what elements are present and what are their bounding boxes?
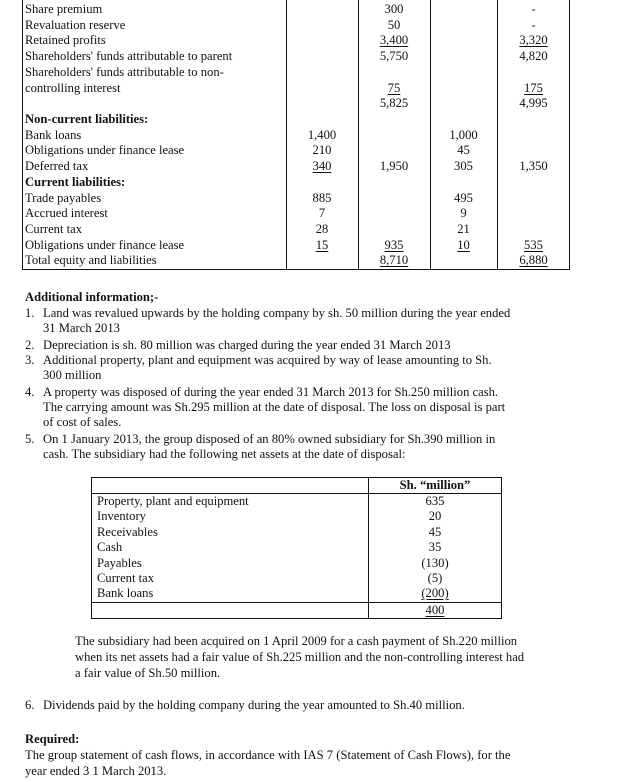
subsidiary-net-assets-table: [91, 477, 502, 619]
required-heading: Required:: [25, 732, 80, 746]
additional-info-heading: Additional information;-: [25, 290, 159, 304]
value-text: 340: [312, 159, 332, 174]
row-label-shareholders-funds-parent: Shareholders' funds attributable to parent: [25, 49, 233, 64]
sub-row-label: Receivables: [97, 524, 158, 539]
value-2012-share-premium: -: [531, 2, 536, 16]
row-label-retained-profits: Retained profits: [25, 33, 106, 48]
row-label-deferred-tax: Deferred tax: [25, 159, 89, 174]
row-label-total-equity-liabilities: Total equity and liabilities: [25, 253, 157, 268]
row-label-revaluation-reserve: Revaluation reserve: [25, 17, 126, 32]
value-2013-finance-lease-current: [286, 238, 358, 254]
info-item-6: Dividends paid by the holding company during the year amounted to Sh.40 million.: [43, 698, 465, 712]
sub-row-value: 635: [425, 493, 445, 508]
value-2013-total-equity-liabilities: [358, 253, 430, 269]
row-label-finance-lease-noncurrent: Obligations under finance lease: [25, 143, 185, 158]
value-text: 400: [425, 603, 445, 617]
value-2013-nci: [358, 81, 430, 97]
section-heading-current-liabilities: Current liabilities:: [25, 174, 126, 189]
list-number: 4.: [25, 385, 35, 399]
value-2012-total-equity-liabilities: [497, 253, 570, 269]
row-label-share-premium: Share premium: [25, 2, 103, 16]
value-text: 75: [387, 80, 401, 95]
value-2012-finance-lease-nc: 45: [457, 143, 470, 158]
value-2013-deferred-tax: [286, 159, 358, 175]
value-2012-nci: [497, 81, 570, 97]
value-2012-revaluation-reserve: -: [531, 17, 536, 32]
sub-row-value: 35: [428, 540, 442, 554]
row-label-current-tax: Current tax: [25, 221, 83, 236]
sub-row-label: Current tax: [97, 571, 155, 585]
info-item-4-line-3: of cost of sales.: [43, 415, 122, 429]
list-number: 1.: [25, 305, 35, 320]
value-2012-parent-funds: 4,820: [519, 49, 548, 64]
value-2013-current-tax: 28: [315, 221, 329, 236]
value-2013-trade-payables: 885: [312, 190, 332, 205]
value-2012-total-equity: 4,995: [519, 96, 548, 111]
value-text: 535: [524, 237, 543, 252]
value-2013-retained-profits: [358, 33, 430, 49]
value-text: (200): [421, 586, 449, 600]
required-line-1: The group statement of cash flows, in accordance with IAS 7 (Statement of Cash Flows), for the: [25, 748, 511, 762]
sub-row-value: 20: [428, 509, 442, 523]
row-label-accrued-interest: Accrued interest: [25, 206, 108, 221]
value-2012-bank-loans: 1,000: [449, 127, 478, 142]
subsidiary-table-header: Sh. “million”: [399, 478, 471, 492]
row-label-controlling-interest: controlling interest: [25, 80, 121, 95]
sub-row-value: (130): [421, 555, 449, 570]
info-item-3-line-2: 300 million: [43, 368, 102, 382]
row-label-trade-payables: Trade payables: [25, 190, 102, 205]
list-number: 2.: [25, 337, 35, 352]
subsidiary-note-line-1: The subsidiary had been acquired on 1 April 2009 for a cash payment of Sh.220 million: [75, 634, 518, 648]
value-text: 8,710: [379, 253, 409, 268]
sub-row-label: Cash: [97, 540, 123, 554]
value-text: 15: [315, 237, 329, 252]
list-number: 3.: [25, 353, 35, 367]
value-text: 3,400: [379, 33, 409, 48]
value-2013-current-total: [358, 238, 430, 254]
sub-row-label: Bank loans: [97, 586, 154, 600]
value-text: 6,880: [519, 253, 548, 268]
value-2013-total-equity: 5,825: [379, 96, 409, 111]
info-item-4-line-1: A property was disposed of during the year ended 31 March 2013 for Sh.250 million cash.: [43, 385, 499, 399]
info-item-1-line-2: 31 March 2013: [43, 320, 120, 335]
value-2012-accrued-interest: 9: [460, 206, 467, 221]
sub-row-label: Inventory: [97, 509, 146, 523]
section-heading-non-current-liabilities: Non-current liabilities:: [25, 112, 149, 126]
sub-row-label: Property, plant and equipment: [97, 493, 249, 508]
value-2012-retained-profits: [497, 33, 570, 49]
sub-row-value: [369, 586, 501, 602]
info-item-4-line-2: The carrying amount was Sh.295 million at the date of disposal. The loss on disposal is part: [43, 400, 506, 414]
info-item-3-line-1: Additional property, plant and equipment was acquired by way of lease amounting to Sh.: [43, 353, 492, 367]
info-item-5-line-1: On 1 January 2013, the group disposed of an 80% owned subsidiary for Sh.390 million in: [43, 432, 496, 446]
sub-row-value: 45: [428, 524, 442, 539]
value-2013-non-current-total: 1,950: [379, 159, 409, 174]
value-2013-bank-loans: 1,400: [307, 127, 337, 142]
value-2013-parent-funds: 5,750: [379, 49, 409, 64]
row-label-bank-loans: Bank loans: [25, 127, 82, 142]
subsidiary-note-line-3: a fair value of Sh.50 million.: [75, 666, 221, 680]
value-2012-trade-payables: 495: [454, 190, 473, 205]
list-number: 5.: [25, 432, 35, 446]
value-2012-current-total: [497, 238, 570, 254]
info-item-2-line-1: Depreciation is sh. 80 million was charged during the year ended 31 March 2013: [43, 337, 451, 352]
value-text: 3,320: [519, 33, 548, 48]
value-2012-deferred-tax: 305: [454, 159, 473, 174]
row-label-shareholders-funds-nci: Shareholders' funds attributable to non-: [25, 64, 224, 79]
subsidiary-note-line-2: when its net assets had a fair value of Sh.225 million and the non-controlling interest had: [75, 650, 525, 664]
sub-row-value: (5): [427, 571, 443, 585]
info-item-1-line-1: Land was revalued upwards by the holding company by sh. 50 million during the year ended: [43, 305, 511, 320]
list-number: 6.: [25, 698, 35, 712]
value-2013-revaluation-reserve: 50: [387, 17, 401, 32]
value-2012-non-current-total: 1,350: [519, 159, 548, 174]
value-2013-finance-lease-nc: 210: [312, 143, 332, 158]
sub-row-label: Payables: [97, 555, 142, 570]
required-line-2: year ended 3 1 March 2013.: [25, 764, 167, 778]
value-2012-finance-lease-current: [430, 238, 497, 254]
value-2013-accrued-interest: 7: [318, 206, 326, 221]
value-text: 10: [457, 237, 470, 252]
value-text: 935: [384, 237, 404, 252]
row-label-finance-lease-current: Obligations under finance lease: [25, 237, 185, 252]
value-2012-current-tax: 21: [457, 221, 470, 236]
value-text: 175: [524, 80, 543, 95]
info-item-5-line-2: cash. The subsidiary had the following net assets at the date of disposal:: [43, 447, 406, 461]
subsidiary-total: [369, 603, 501, 619]
value-2013-share-premium: 300: [384, 2, 404, 16]
